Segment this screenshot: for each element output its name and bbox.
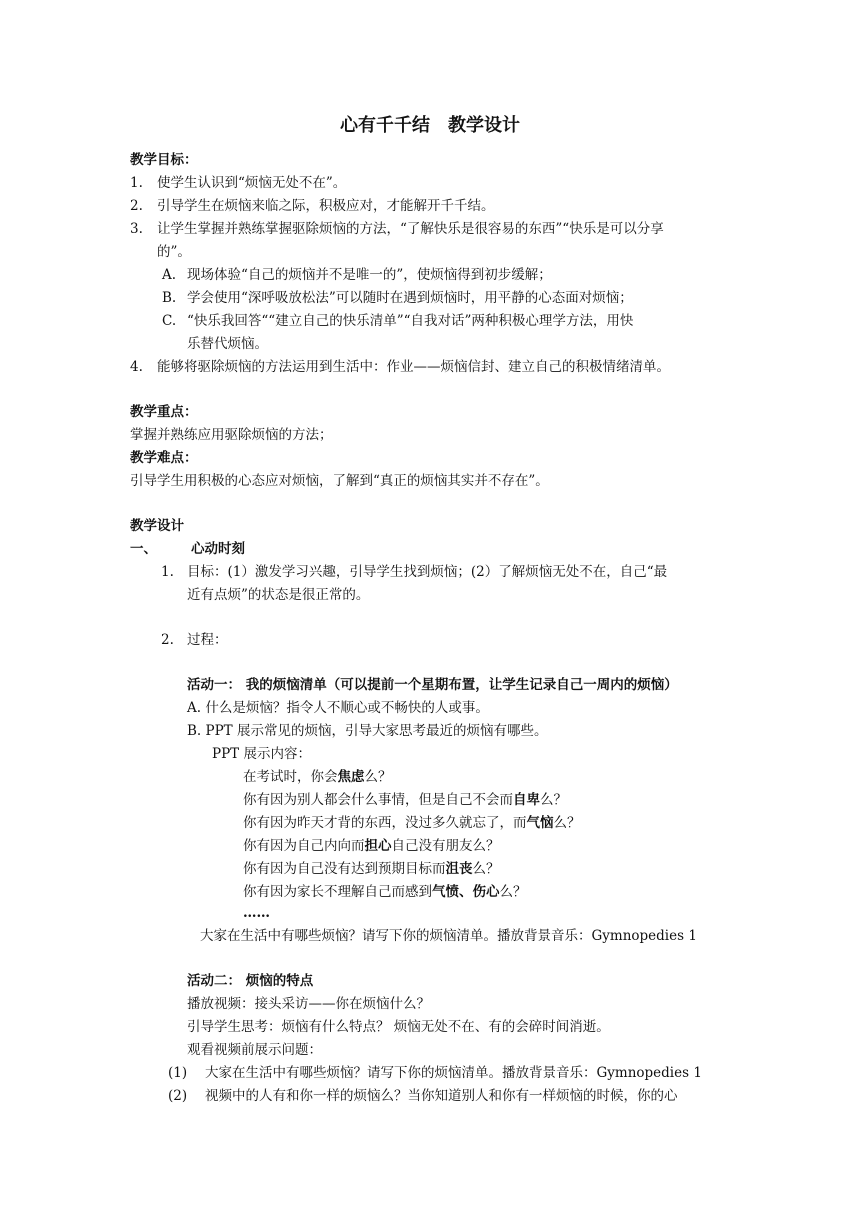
question-emphasis: 气恼 — [526, 815, 554, 831]
question-line-4 — [243, 836, 500, 856]
activity2-q2-num: (2) — [168, 1088, 188, 1104]
question-text: 你有因为家长不理解自己而感到 — [243, 884, 432, 900]
objective-num: 2. — [130, 198, 143, 214]
section1-title: 心动时刻 — [191, 541, 245, 557]
question-text: 么？ — [472, 861, 500, 877]
difficulty-text: 引导学生用积极的心态应对烦恼，了解到“真正的烦恼其实并不存在”。 — [130, 473, 549, 489]
subitem-text: 现场体验“自己的烦恼并不是唯一的”，使烦恼得到初步缓解； — [187, 267, 552, 283]
activity2-line-2: 引导学生思考：烦恼有什么特点？ 烦恼无处不在、有的会碎时间消逝。 — [187, 1019, 610, 1035]
question-emphasis: 焦虑 — [337, 769, 365, 785]
ppt-label: PPT 展示内容： — [212, 746, 311, 762]
question-line-2 — [243, 790, 567, 810]
ellipsis: …… — [243, 905, 270, 921]
question-text: 你有因为自己内向而 — [243, 838, 365, 854]
question-line-1 — [243, 767, 392, 787]
objective-text-line1: 让学生掌握并熟练掌握驱除烦恼的方法，“了解快乐是很容易的东西”“快乐是可以分享 — [157, 221, 664, 237]
key-point-heading: 教学重点： — [130, 404, 198, 420]
subitem-num: B. — [162, 290, 177, 306]
activity2-line-3: 观看视频前展示问题： — [187, 1042, 322, 1058]
activity1-item-a: A. 什么是烦恼？指令人不顺心或不畅快的人或事。 — [187, 700, 489, 716]
subitem-num: A. — [162, 267, 177, 283]
subitem-num: C. — [162, 313, 177, 329]
subitem-text-line1: “快乐我回答““建立自己的快乐清单”“自我对话”两种积极心理学方法，用快 — [187, 313, 634, 329]
section1-num: 一、 — [130, 541, 157, 557]
objectives-heading: 教学目标： — [130, 152, 198, 168]
question-emphasis: 担心 — [364, 838, 392, 854]
activity2-q1: 大家在生活中有哪些烦恼？请写下你的烦恼清单。播放背景音乐：Gymnopedies 1 — [205, 1065, 702, 1081]
activity1-closing: 大家在生活中有哪些烦恼？请写下你的烦恼清单。播放背景音乐：Gymnopedies 1 — [200, 928, 697, 944]
doc-title: 心有千千结 教学设计 — [340, 115, 520, 136]
question-text: 你有因为自己没有达到预期目标而 — [243, 861, 446, 877]
activity2-line-1: 播放视频：接头采访——你在烦恼什么？ — [187, 996, 430, 1012]
question-text: 么？ — [553, 815, 581, 831]
goal-num: 1. — [161, 564, 174, 580]
question-line-3 — [243, 813, 581, 833]
process-num: 2. — [161, 632, 174, 648]
objective-text-line2: 的”。 — [157, 244, 191, 260]
objective-num: 1. — [130, 175, 143, 191]
difficulty-heading: 教学难点： — [130, 450, 198, 466]
activity1-item-b: B. PPT 展示常见的烦恼，引导大家思考最近的烦恼有哪些。 — [187, 723, 548, 739]
activity2-q2: 视频中的人有和你一样的烦恼么？当你知道别人和你有一样烦恼的时候，你的心 — [205, 1088, 678, 1104]
question-emphasis: 自卑 — [513, 792, 540, 808]
goal-text-line1: 目标：(1）激发学习兴趣，引导学生找到烦恼；(2）了解烦恼无处不在，自己“最 — [187, 564, 668, 580]
activity1-title: 活动一： 我的烦恼清单（可以提前一个星期布置，让学生记录自己一周内的烦恼） — [187, 677, 678, 693]
process-label: 过程： — [187, 632, 228, 648]
question-text: 么？ — [364, 769, 392, 785]
objective-text: 能够将驱除烦恼的方法运用到生活中：作业——烦恼信封、建立自己的积极情绪清单。 — [157, 359, 670, 375]
goal-text-line2: 近有点烦”的状态是很正常的。 — [187, 587, 370, 603]
question-line-5 — [243, 859, 500, 879]
objective-num: 4. — [130, 359, 143, 375]
key-point-text: 掌握并熟练应用驱除烦恼的方法； — [130, 427, 333, 443]
question-emphasis: 沮丧 — [445, 861, 473, 877]
question-emphasis: 气愤、伤心 — [432, 884, 500, 900]
activity2-title: 活动二： 烦恼的特点 — [187, 973, 314, 989]
question-text: 在考试时，你会 — [243, 769, 338, 785]
objective-text: 引导学生在烦恼来临之际，积极应对，才能解开千千结。 — [157, 198, 495, 214]
subitem-text: 学会使用“深呼吸放松法”可以随时在遇到烦恼时，用平静的心态面对烦恼； — [187, 290, 633, 306]
objective-num: 3. — [130, 221, 143, 237]
question-text: 自己没有朋友么？ — [391, 838, 500, 854]
question-text: 么？ — [499, 884, 527, 900]
design-heading: 教学设计 — [130, 518, 184, 534]
question-text: 么？ — [540, 792, 567, 808]
subitem-text-line2: 乐替代烦恼。 — [187, 336, 268, 352]
question-line-6 — [243, 882, 527, 902]
question-text: 你有因为昨天才背的东西，没过多久就忘了，而 — [243, 815, 527, 831]
objective-text: 使学生认识到“烦恼无处不在”。 — [157, 175, 347, 191]
question-text: 你有因为别人都会什么事情，但是自己不会而 — [243, 792, 513, 808]
activity2-q1-num: (1) — [168, 1065, 188, 1081]
